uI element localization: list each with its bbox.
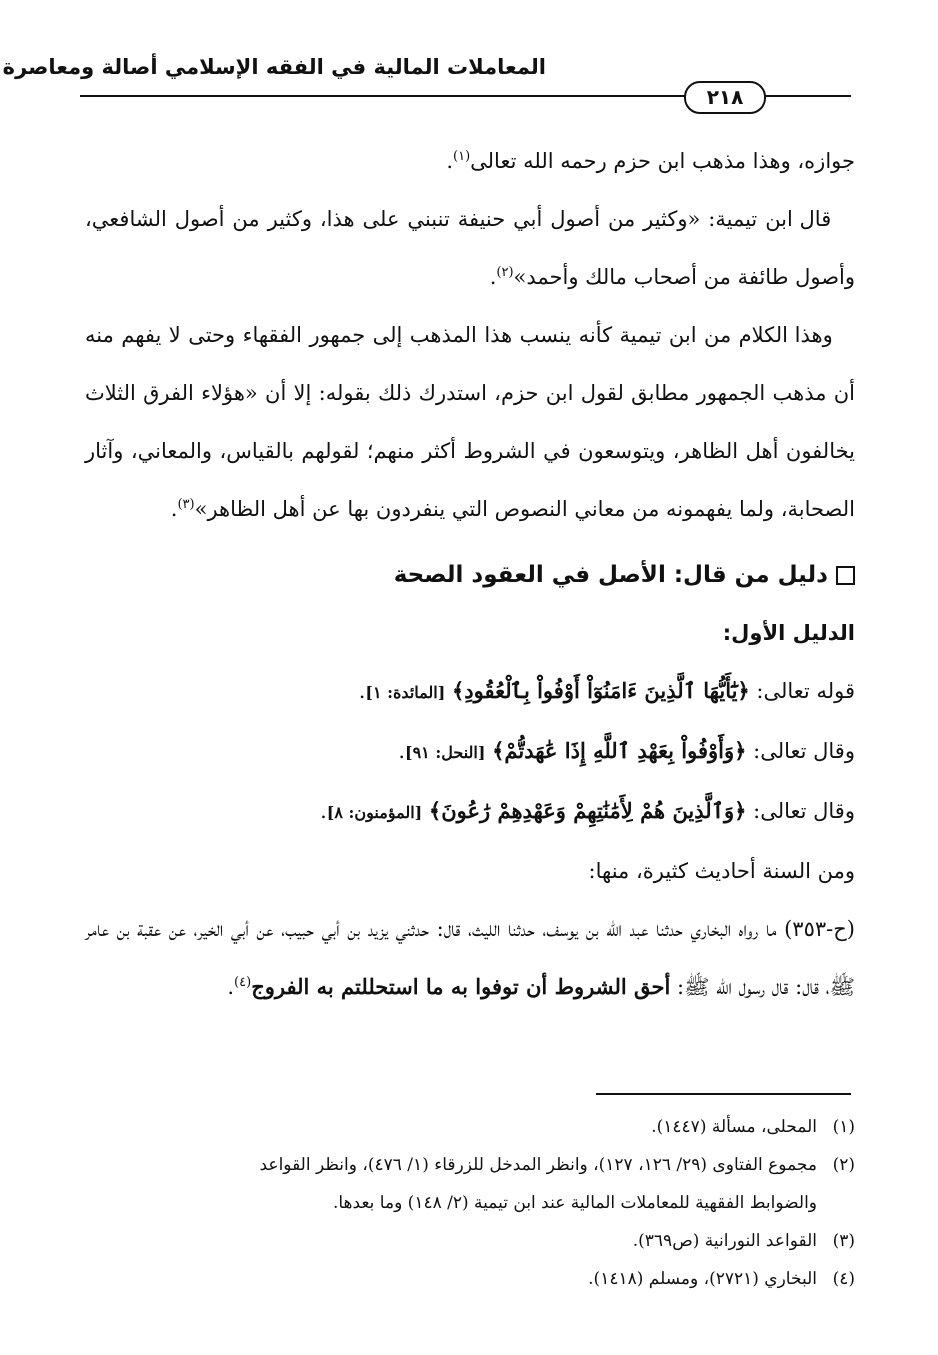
page-number: ٢١٨ xyxy=(684,81,766,114)
square-bullet-icon xyxy=(836,566,855,585)
verse-3 xyxy=(85,782,855,842)
verse-1-ref: [المائدة: ١] xyxy=(365,683,446,702)
footnote-3-text: القواعد النورانية (ص٣٦٩). xyxy=(632,1231,817,1251)
footnote-4-text: البخاري (٢٧٢١)، ومسلم (١٤١٨). xyxy=(588,1269,817,1289)
paragraph-3-end: . xyxy=(170,497,178,521)
paragraph-2 xyxy=(85,190,855,306)
verse-3-text: ﴿وَٱلَّذِينَ هُمْ لِأَمَٰنَٰتِهِمْ وَعَهْدِهِمْ رَٰعُونَ﴾ xyxy=(428,798,747,823)
footnotes xyxy=(85,1108,855,1298)
footnote-ref-1[interactable]: (١) xyxy=(453,149,471,164)
verse-3-end: . xyxy=(320,799,327,823)
verse-3-intro: وقال تعالى: xyxy=(746,799,855,823)
footnote-3-number: (٣) xyxy=(832,1231,855,1251)
verse-2-end: . xyxy=(398,739,405,763)
paragraph-1 xyxy=(85,132,855,190)
footnote-2-text: مجموع الفتاوى (٢٩/ ١٢٦، ١٢٧)، وانظر المدخل للزرقاء (١/ ٤٧٦)، وانظر القواعد xyxy=(259,1155,817,1175)
verse-1-end: . xyxy=(358,679,366,703)
footnote-2-continuation: والضوابط الفقهية للمعاملات المالية عند ابن تيمية (٢/ ١٤٨) وما بعدها. xyxy=(332,1193,817,1213)
footnote-2-number: (٢) xyxy=(832,1155,855,1175)
paragraph-2-end: . xyxy=(489,265,497,289)
verse-1-intro: قوله تعالى: xyxy=(749,679,855,703)
hadith-paragraph xyxy=(85,900,855,1016)
sunnah-intro: ومن السنة أحاديث كثيرة، منها: xyxy=(588,859,855,883)
verse-2 xyxy=(85,722,855,782)
section-heading xyxy=(85,546,855,604)
footnote-4 xyxy=(85,1260,855,1298)
footnote-1 xyxy=(85,1108,855,1146)
verse-1-text: ﴿يَٰٓأَيُّهَا ٱلَّذِينَ ءَامَنُوٓاْ أَوْفُواْ بِٱلْعُقُودِ﴾ xyxy=(451,678,750,703)
verse-2-ref: [النحل: ٩١] xyxy=(405,743,486,762)
footnote-1-number: (١) xyxy=(832,1117,855,1137)
hadith-bold-text: أحق الشروط أن توفوا به ما استحللتم به الفروج xyxy=(251,974,671,999)
paragraph-3-text: وهذا الكلام من ابن تيمية كأنه ينسب هذا المذهب إلى جمهور الفقهاء وحتى لا يفهم منه أن مذهب الجمهور مطابق لقول ابن حزم، استدرك ذلك بقوله: إلا أن «هؤلاء الفرق الثلاث يخالفون أهل الظاهر، ويتوسعون في الشروط أكثر منهم؛ لقولهم بالقياس، والمعاني، وآثار الصحابة، ولما يفهمونه من معاني النصوص التي ينفردون بها عن أهل الظاهر» xyxy=(85,323,855,521)
book-title: المعاملات المالية في الفقه الإسلامي أصالة ومعاصرة xyxy=(2,55,546,79)
verse-3-ref: [المؤمنون: ٨] xyxy=(326,803,423,822)
sub-heading: الدليل الأول: xyxy=(722,621,855,645)
footnote-1-text: المحلى، مسألة (١٤٤٧). xyxy=(651,1117,817,1137)
verse-1 xyxy=(85,662,855,722)
hadith-end: . xyxy=(227,975,235,999)
paragraph-2-text: قال ابن تيمية: «وكثير من أصول أبي حنيفة تنبني على هذا، وكثير من أصول الشافعي، وأصول طائفة من أصحاب مالك وأحمد» xyxy=(85,207,855,289)
paragraph-1-end: . xyxy=(446,149,454,173)
footnote-4-number: (٤) xyxy=(832,1269,855,1289)
footnote-2 xyxy=(85,1146,855,1184)
section-heading-text: دليل من قال: الأصل في العقود الصحة xyxy=(393,562,828,588)
footnote-ref-3[interactable]: (٣) xyxy=(177,497,195,512)
footnote-ref-4[interactable]: (٤) xyxy=(234,975,252,990)
paragraph-3 xyxy=(85,306,855,538)
main-text xyxy=(85,132,855,1016)
footnote-ref-2[interactable]: (٢) xyxy=(496,265,514,280)
footnote-rule xyxy=(596,1093,851,1095)
hadith-text: (ح-٣٥٣) ما رواه البخاري حدثنا عبد الله بن يوسف، حدثنا الليث، قال: حدثني يزيد بن أبي حبيب، عن أبي الخير، عن عقبة بن عامر ﷺ، قال: قال رسول الله ﷺ: xyxy=(85,917,855,999)
paragraph-1-text: جوازه، وهذا مذهب ابن حزم رحمه الله تعالى xyxy=(470,149,855,173)
verse-2-intro: وقال تعالى: xyxy=(746,739,855,763)
footnote-3 xyxy=(85,1222,855,1260)
verse-2-text: ﴿وَأَوْفُواْ بِعَهْدِ ٱللَّهِ إِذَا عَٰهَدتُّمْ﴾ xyxy=(492,738,747,763)
